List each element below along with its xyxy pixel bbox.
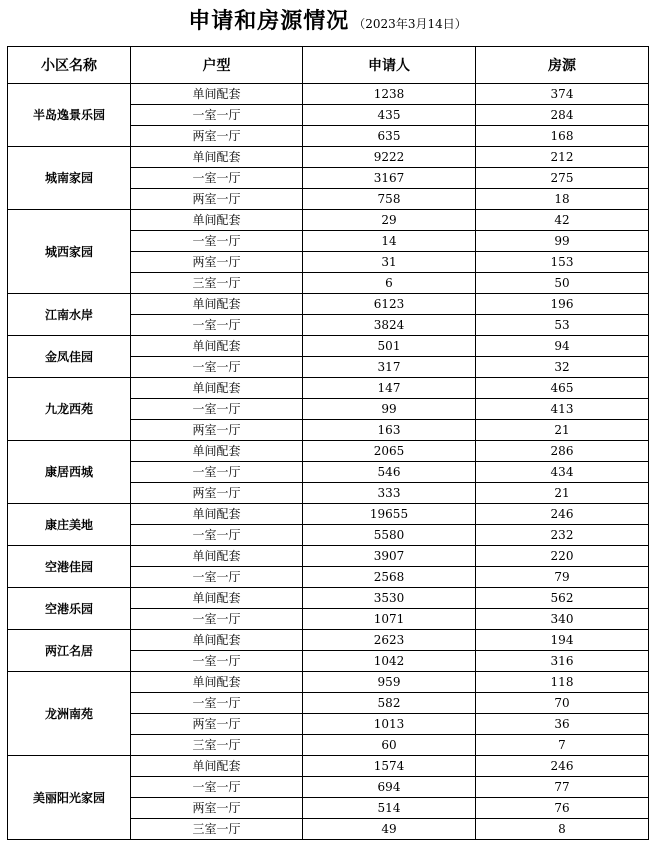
- applicants-cell: 6123: [303, 294, 476, 315]
- applicants-cell: 5580: [303, 525, 476, 546]
- unit-type-cell: 单间配套: [131, 336, 303, 357]
- housing-units-cell: 246: [476, 756, 649, 777]
- table-row: [8, 630, 649, 651]
- applicants-cell: 60: [303, 735, 476, 756]
- applicants-cell: 14: [303, 231, 476, 252]
- unit-type-cell: 一室一厅: [131, 609, 303, 630]
- table-row: [8, 210, 649, 231]
- housing-units-cell: 212: [476, 147, 649, 168]
- applicants-cell: 1071: [303, 609, 476, 630]
- housing-units-cell: 465: [476, 378, 649, 399]
- housing-units-cell: 7: [476, 735, 649, 756]
- unit-type-cell: 两室一厅: [131, 126, 303, 147]
- unit-type-cell: 单间配套: [131, 630, 303, 651]
- applicants-cell: 501: [303, 336, 476, 357]
- housing-units-cell: 413: [476, 399, 649, 420]
- unit-type-cell: 单间配套: [131, 504, 303, 525]
- unit-type-cell: 单间配套: [131, 84, 303, 105]
- page-title-row: [0, 4, 655, 35]
- table-row: [8, 546, 649, 567]
- housing-units-cell: 232: [476, 525, 649, 546]
- housing-units-cell: 168: [476, 126, 649, 147]
- housing-units-cell: 94: [476, 336, 649, 357]
- estate-name-cell: 两江名居: [8, 630, 131, 672]
- header-estate-name: 小区名称: [8, 47, 131, 84]
- housing-units-cell: 21: [476, 420, 649, 441]
- unit-type-cell: 一室一厅: [131, 168, 303, 189]
- housing-units-cell: 21: [476, 483, 649, 504]
- table-row: [8, 336, 649, 357]
- unit-type-cell: 一室一厅: [131, 567, 303, 588]
- housing-units-cell: 70: [476, 693, 649, 714]
- estate-name-cell: 城南家园: [8, 147, 131, 210]
- applicants-cell: 1238: [303, 84, 476, 105]
- housing-units-cell: 18: [476, 189, 649, 210]
- estate-name-cell: 半岛逸景乐园: [8, 84, 131, 147]
- unit-type-cell: 两室一厅: [131, 714, 303, 735]
- header-unit-type: 户型: [131, 47, 303, 84]
- unit-type-cell: 一室一厅: [131, 651, 303, 672]
- applicants-cell: 49: [303, 819, 476, 840]
- housing-units-cell: 76: [476, 798, 649, 819]
- header-housing-units: 房源: [476, 47, 649, 84]
- table-row: [8, 441, 649, 462]
- applicants-cell: 19655: [303, 504, 476, 525]
- unit-type-cell: 两室一厅: [131, 798, 303, 819]
- applicants-cell: 2568: [303, 567, 476, 588]
- housing-units-cell: 374: [476, 84, 649, 105]
- table-row: [8, 147, 649, 168]
- table-row: [8, 672, 649, 693]
- applicants-cell: 333: [303, 483, 476, 504]
- housing-units-cell: 562: [476, 588, 649, 609]
- applicants-cell: 3907: [303, 546, 476, 567]
- unit-type-cell: 两室一厅: [131, 483, 303, 504]
- applicants-cell: 317: [303, 357, 476, 378]
- housing-units-cell: 286: [476, 441, 649, 462]
- applicants-cell: 2623: [303, 630, 476, 651]
- housing-units-cell: 99: [476, 231, 649, 252]
- estate-name-cell: 龙洲南苑: [8, 672, 131, 756]
- table-row: [8, 84, 649, 105]
- applicants-cell: 99: [303, 399, 476, 420]
- unit-type-cell: 单间配套: [131, 441, 303, 462]
- unit-type-cell: 单间配套: [131, 147, 303, 168]
- housing-units-cell: 77: [476, 777, 649, 798]
- housing-units-cell: 32: [476, 357, 649, 378]
- applicants-cell: 758: [303, 189, 476, 210]
- housing-units-cell: 340: [476, 609, 649, 630]
- housing-units-cell: 118: [476, 672, 649, 693]
- unit-type-cell: 一室一厅: [131, 105, 303, 126]
- housing-units-cell: 194: [476, 630, 649, 651]
- applicants-cell: 3824: [303, 315, 476, 336]
- applicants-cell: 1013: [303, 714, 476, 735]
- applicants-cell: 694: [303, 777, 476, 798]
- applicants-cell: 2065: [303, 441, 476, 462]
- page-title: 申请和房源情况: [188, 9, 350, 34]
- housing-units-cell: 275: [476, 168, 649, 189]
- unit-type-cell: 一室一厅: [131, 525, 303, 546]
- table-row: [8, 378, 649, 399]
- page-date: （2023年3月14日）: [353, 17, 467, 31]
- unit-type-cell: 单间配套: [131, 672, 303, 693]
- housing-units-cell: 284: [476, 105, 649, 126]
- applicants-cell: 959: [303, 672, 476, 693]
- housing-units-cell: 8: [476, 819, 649, 840]
- applicants-cell: 582: [303, 693, 476, 714]
- unit-type-cell: 单间配套: [131, 546, 303, 567]
- housing-table: [7, 46, 649, 840]
- unit-type-cell: 一室一厅: [131, 777, 303, 798]
- table-row: [8, 504, 649, 525]
- applicants-cell: 6: [303, 273, 476, 294]
- unit-type-cell: 两室一厅: [131, 420, 303, 441]
- table-row: [8, 588, 649, 609]
- applicants-cell: 3167: [303, 168, 476, 189]
- housing-units-cell: 434: [476, 462, 649, 483]
- housing-units-cell: 36: [476, 714, 649, 735]
- unit-type-cell: 单间配套: [131, 378, 303, 399]
- unit-type-cell: 一室一厅: [131, 315, 303, 336]
- applicants-cell: 163: [303, 420, 476, 441]
- unit-type-cell: 单间配套: [131, 294, 303, 315]
- housing-units-cell: 42: [476, 210, 649, 231]
- table-row: [8, 756, 649, 777]
- applicants-cell: 1042: [303, 651, 476, 672]
- estate-name-cell: 江南水岸: [8, 294, 131, 336]
- unit-type-cell: 三室一厅: [131, 735, 303, 756]
- applicants-cell: 1574: [303, 756, 476, 777]
- housing-units-cell: 53: [476, 315, 649, 336]
- housing-units-cell: 153: [476, 252, 649, 273]
- unit-type-cell: 单间配套: [131, 756, 303, 777]
- estate-name-cell: 康居西城: [8, 441, 131, 504]
- header-row: [8, 47, 649, 84]
- unit-type-cell: 一室一厅: [131, 693, 303, 714]
- estate-name-cell: 城西家园: [8, 210, 131, 294]
- applicants-cell: 435: [303, 105, 476, 126]
- header-applicants: 申请人: [303, 47, 476, 84]
- housing-units-cell: 316: [476, 651, 649, 672]
- housing-units-cell: 246: [476, 504, 649, 525]
- unit-type-cell: 单间配套: [131, 588, 303, 609]
- estate-name-cell: 美丽阳光家园: [8, 756, 131, 840]
- unit-type-cell: 一室一厅: [131, 357, 303, 378]
- applicants-cell: 514: [303, 798, 476, 819]
- applicants-cell: 9222: [303, 147, 476, 168]
- table-body: [8, 84, 649, 840]
- housing-units-cell: 220: [476, 546, 649, 567]
- housing-units-cell: 50: [476, 273, 649, 294]
- estate-name-cell: 九龙西苑: [8, 378, 131, 441]
- estate-name-cell: 金凤佳园: [8, 336, 131, 378]
- table-row: [8, 294, 649, 315]
- unit-type-cell: 三室一厅: [131, 273, 303, 294]
- unit-type-cell: 一室一厅: [131, 462, 303, 483]
- applicants-cell: 3530: [303, 588, 476, 609]
- estate-name-cell: 康庄美地: [8, 504, 131, 546]
- unit-type-cell: 一室一厅: [131, 231, 303, 252]
- applicants-cell: 546: [303, 462, 476, 483]
- applicants-cell: 31: [303, 252, 476, 273]
- unit-type-cell: 三室一厅: [131, 819, 303, 840]
- unit-type-cell: 单间配套: [131, 210, 303, 231]
- applicants-cell: 635: [303, 126, 476, 147]
- unit-type-cell: 两室一厅: [131, 252, 303, 273]
- housing-units-cell: 196: [476, 294, 649, 315]
- estate-name-cell: 空港佳园: [8, 546, 131, 588]
- applicants-cell: 147: [303, 378, 476, 399]
- unit-type-cell: 两室一厅: [131, 189, 303, 210]
- housing-units-cell: 79: [476, 567, 649, 588]
- estate-name-cell: 空港乐园: [8, 588, 131, 630]
- unit-type-cell: 一室一厅: [131, 399, 303, 420]
- applicants-cell: 29: [303, 210, 476, 231]
